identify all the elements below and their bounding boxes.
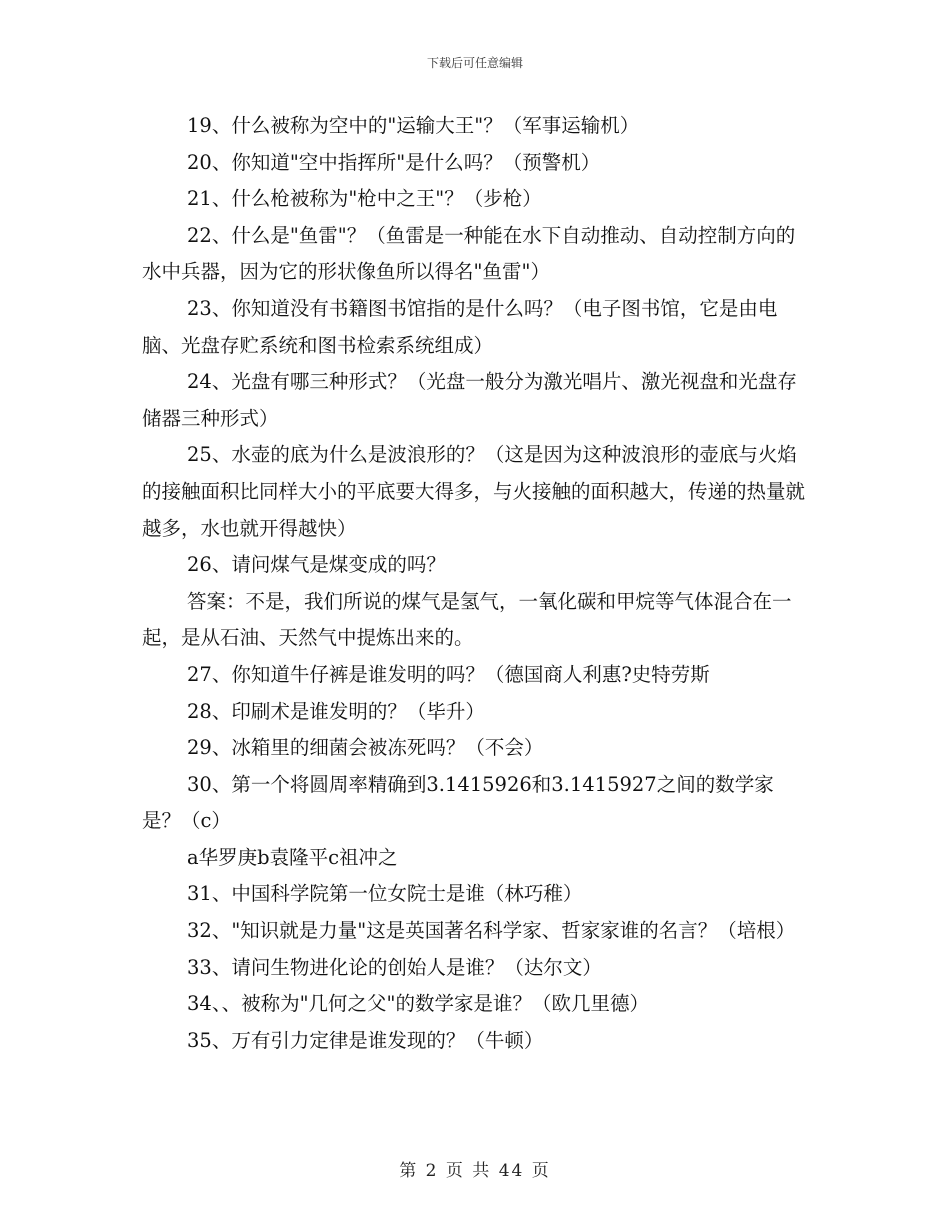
paragraph-q20: 20、你知道"空中指挥所"是什么吗？（预警机）	[187, 150, 601, 174]
paragraph-q33: 33、请问生物进化论的创始人是谁？（达尔文）	[187, 955, 602, 979]
document-body	[142, 108, 806, 1059]
paragraph-q26: 26、请问煤气是煤变成的吗？	[187, 553, 446, 577]
paragraph-q21: 21、什么枪被称为"枪中之王"？（步枪）	[187, 187, 542, 211]
paragraph-q31: 31、中国科学院第一位女院士是谁（林巧稚）	[187, 882, 583, 906]
paragraph-q23: 23、你知道没有书籍图书馆指的是什么吗？（电子图书馆，它是由电脑、光盘存贮系统和图书检索系统组成）	[142, 296, 778, 357]
paragraph-q35: 35、万有引力定律是谁发现的？（牛顿）	[187, 1028, 544, 1052]
page-header: 下载后可任意编辑	[426, 56, 523, 70]
paragraph-q22: 22、什么是"鱼雷"？（鱼雷是一种能在水下自动推动、自动控制方向的水中兵器，因为它的形状像鱼所以得名"鱼雷"）	[142, 223, 796, 284]
page-number-footer: 第 2 页 共 44 页	[399, 1161, 551, 1181]
paragraph-q30: 30、第一个将圆周率精确到3.1415926和3.1415927之间的数学家是？（c）	[142, 772, 774, 833]
paragraph-q28: 28、印刷术是谁发明的？（毕升）	[187, 699, 485, 723]
paragraph-q30-options: a华罗庚b袁隆平c祖冲之	[187, 845, 398, 869]
paragraph-q27: 27、你知道牛仔裤是谁发明的吗？（德国商人利惠?史特劳斯	[187, 662, 710, 686]
paragraph-q32: 32、"知识就是力量"这是英国著名科学家、哲家家谁的名言？（培根）	[187, 919, 796, 943]
paragraph-q24: 24、光盘有哪三种形式？（光盘一般分为激光唱片、激光视盘和光盘存储器三种形式）	[142, 370, 797, 430]
paragraph-q34: 34、、被称为"几何之父"的数学家是谁？（欧几里德）	[187, 992, 650, 1016]
paragraph-q19: 19、什么被称为空中的"运输大王"？（军事运输机）	[187, 114, 640, 137]
paragraph-q29: 29、冰箱里的细菌会被冻死吗？（不会）	[187, 736, 544, 760]
paragraph-q26-answer: 答案：不是，我们所说的煤气是氢气，一氧化碳和甲烷等气体混合在一起，是从石油、天然气中提炼出来的。	[142, 589, 792, 650]
paragraph-q25: 25、水壶的底为什么是波浪形的？（这是因为这种波浪形的壶底与火焰的接触面积比同样大小的平底要大得多，与火接触的面积越大，传递的热量就越多，水也就开得越快）	[142, 443, 806, 540]
